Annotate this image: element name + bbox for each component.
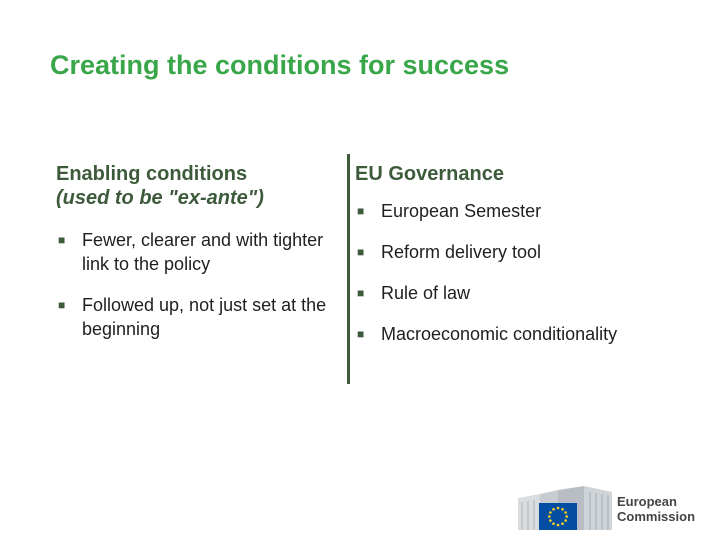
bullet-square-icon: ■	[357, 204, 365, 218]
bullet-square-icon: ■	[357, 245, 365, 259]
bullet-text: Followed up, not just set at the beginning	[82, 295, 327, 339]
eu-flag-building-icon	[518, 486, 614, 532]
bullet-text: Macroeconomic conditionality	[381, 324, 618, 344]
right-column	[355, 162, 695, 363]
logo-line2: Commission	[617, 509, 696, 524]
bullet-text: Fewer, clearer and with tighter link to the policy	[82, 230, 324, 274]
logo-wordmark	[617, 494, 695, 524]
left-bullet-list	[56, 228, 341, 341]
column-divider	[347, 154, 350, 384]
bullet-text: Rule of law	[381, 283, 471, 303]
right-bullet-list	[355, 199, 695, 346]
bullet-square-icon: ■	[58, 298, 66, 312]
left-heading-line1: Enabling conditions	[56, 163, 248, 185]
logo-line1: European	[617, 494, 677, 509]
list-item	[355, 322, 695, 346]
european-commission-logo	[518, 486, 698, 532]
list-item	[355, 281, 695, 305]
slide-title: Creating the conditions for success	[50, 50, 510, 80]
left-heading	[56, 162, 341, 210]
bullet-square-icon: ■	[357, 327, 365, 341]
right-heading: EU Governance	[355, 163, 504, 185]
list-item	[355, 199, 695, 223]
left-column	[56, 162, 341, 358]
bullet-text: European Semester	[381, 201, 542, 221]
list-item	[56, 228, 341, 276]
list-item	[56, 293, 341, 341]
bullet-square-icon: ■	[357, 286, 365, 300]
left-heading-line2: (used to be "ex-ante")	[56, 187, 264, 209]
bullet-square-icon: ■	[58, 233, 66, 247]
list-item	[355, 240, 695, 264]
bullet-text: Reform delivery tool	[381, 242, 542, 262]
